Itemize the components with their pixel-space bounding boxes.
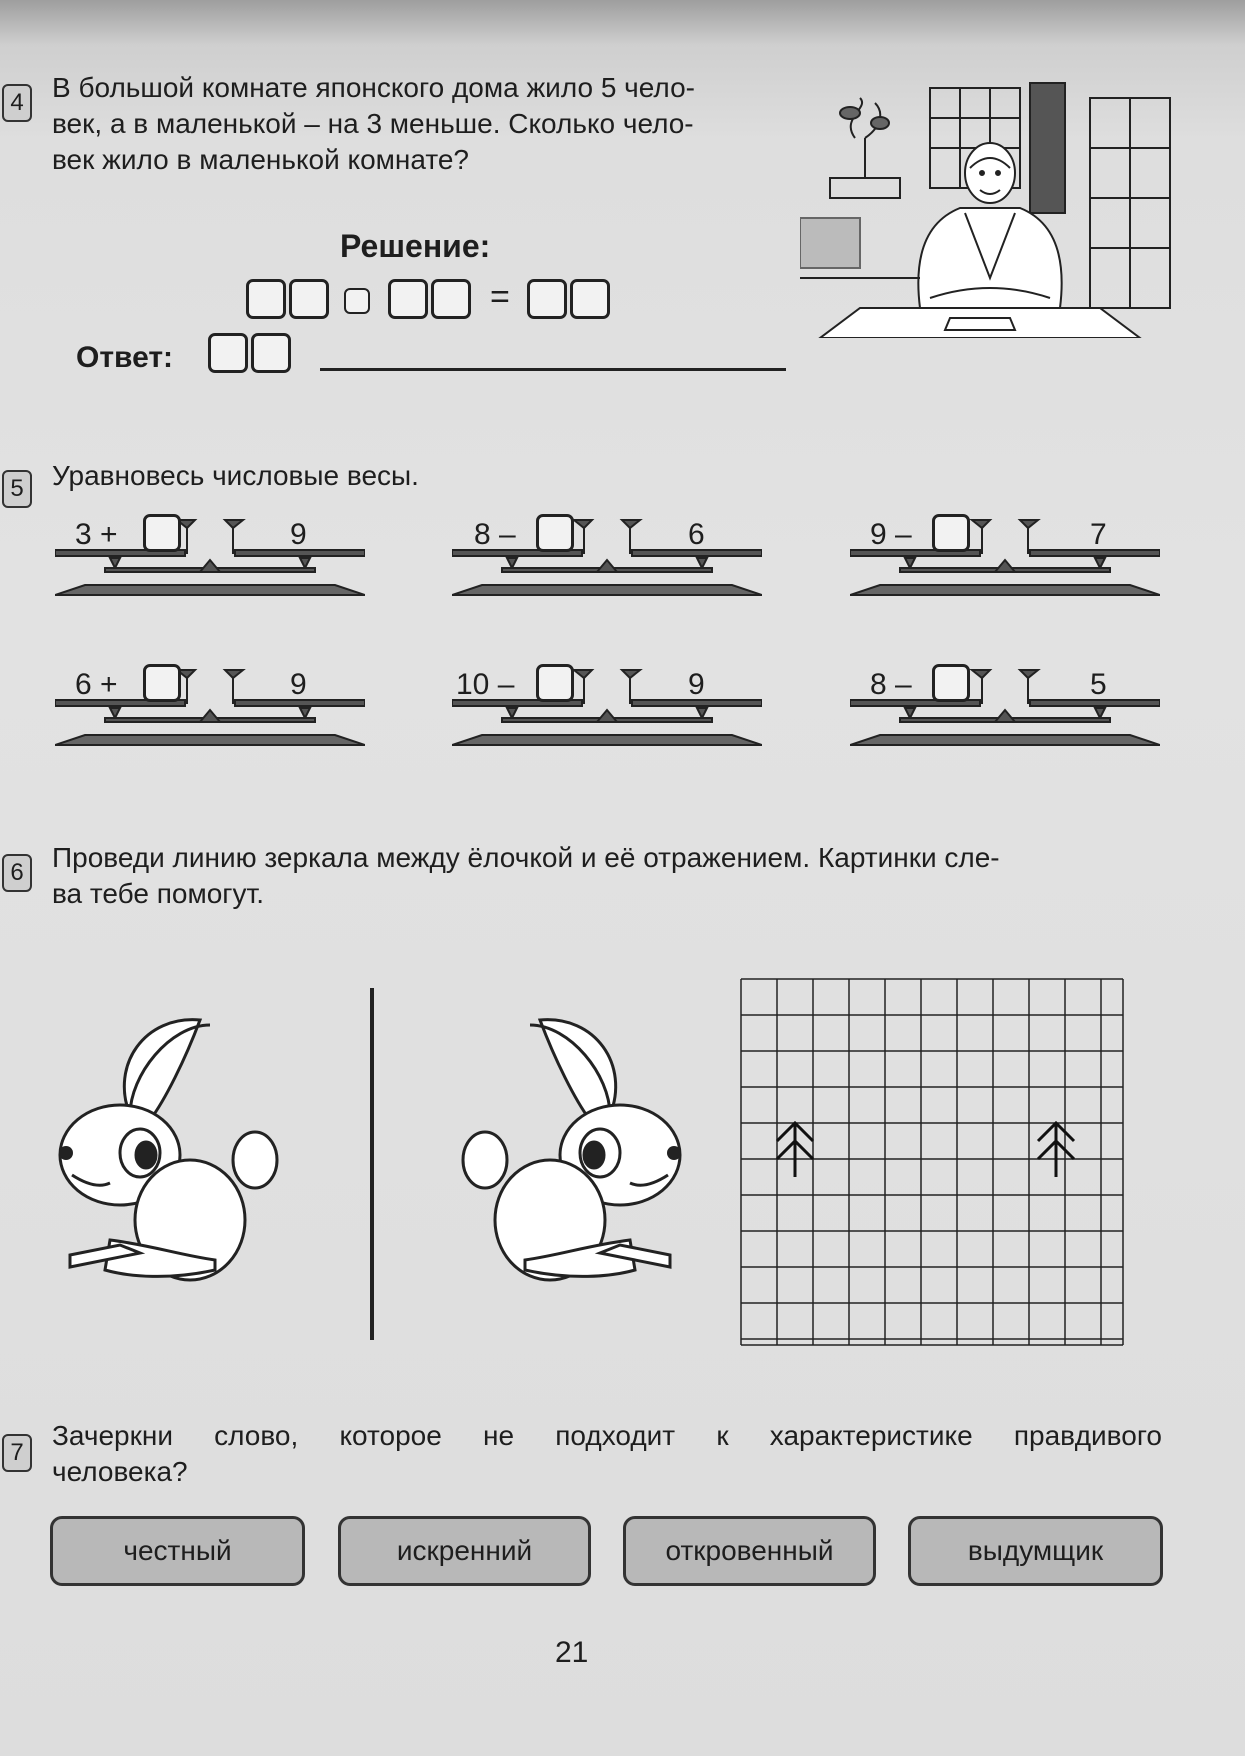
answer-label: Ответ:: [76, 341, 174, 374]
rabbit-left-illustration: [50, 1005, 280, 1305]
scale-1-right-label: 9: [290, 518, 307, 551]
scale-6-left-label: 8 –: [870, 668, 912, 701]
task-4-line-1: В большой комнате японского дома жило 5 чело-: [52, 72, 695, 103]
scale-3-answer-box[interactable]: [932, 514, 970, 552]
task-7-line-1: Зачеркни слово, которое не подходит к характеристике правдивого: [52, 1420, 1162, 1451]
task-4-number: 4: [2, 84, 32, 122]
solution-box-1a[interactable]: [246, 279, 286, 319]
task-4-line-3: век жило в маленькой комнате?: [52, 144, 469, 175]
page-number: 21: [555, 1636, 589, 1669]
scale-1-left-label: 3 +: [75, 518, 118, 551]
rabbit-right-illustration: [460, 1005, 690, 1305]
answer-line[interactable]: [320, 368, 786, 371]
result-box-a[interactable]: [527, 279, 567, 319]
scale-5-right-label: 9: [688, 668, 705, 701]
word-option-honest[interactable]: честный: [50, 1516, 305, 1586]
solution-box-2a[interactable]: [388, 279, 428, 319]
answer-box-a[interactable]: [208, 333, 248, 373]
scale-2-right-label: 6: [688, 518, 705, 551]
solution-box-2b[interactable]: [431, 279, 471, 319]
task-7-text: [52, 1418, 1162, 1490]
scale-6-answer-box[interactable]: [932, 664, 970, 702]
scale-2-left-label: 8 –: [474, 518, 516, 551]
task-4-text: [52, 70, 695, 178]
scale-3-right-label: 7: [1090, 518, 1107, 551]
task-6-line-1: Проведи линию зеркала между ёлочкой и её отражением. Картинки сле-: [52, 842, 1000, 873]
task-7-line-2: человека?: [52, 1456, 188, 1487]
answer-box-b[interactable]: [251, 333, 291, 373]
scale-1-answer-box[interactable]: [143, 514, 181, 552]
scale-6-right-label: 5: [1090, 668, 1107, 701]
scale-2-answer-box[interactable]: [536, 514, 574, 552]
task-7-number: 7: [2, 1434, 32, 1472]
scale-5-answer-box[interactable]: [536, 664, 574, 702]
scale-3-left-label: 9 –: [870, 518, 912, 551]
word-option-sincere[interactable]: искренний: [338, 1516, 591, 1586]
task-6-text: [52, 840, 1000, 912]
operator-box[interactable]: [344, 288, 370, 314]
word-option-fibber[interactable]: выдумщик: [908, 1516, 1163, 1586]
mirror-line: [370, 988, 374, 1340]
scale-5-left-label: 10 –: [456, 668, 515, 701]
solution-box-1b[interactable]: [289, 279, 329, 319]
scale-4-answer-box[interactable]: [143, 664, 181, 702]
equals-sign: =: [490, 278, 510, 316]
word-option-frank[interactable]: откровенный: [623, 1516, 876, 1586]
task-4-line-2: век, а в маленькой – на 3 меньше. Сколько чело-: [52, 108, 694, 139]
task-6-number: 6: [2, 854, 32, 892]
solution-label: Решение:: [340, 228, 491, 264]
scale-4-left-label: 6 +: [75, 668, 118, 701]
balance-scale-2: [452, 510, 762, 630]
balance-scale-3: [850, 510, 1160, 630]
balance-scale-6: [850, 660, 1160, 780]
balance-scale-5: [452, 660, 762, 780]
japanese-room-illustration: [800, 78, 1180, 338]
fir-tree-right: [1038, 1123, 1074, 1177]
drawing-grid[interactable]: [740, 978, 1124, 1346]
task-6-line-2: ва тебе помогут.: [52, 878, 265, 909]
task-5-text: Уравновесь числовые весы.: [52, 460, 419, 491]
balance-scale-1: [55, 510, 365, 630]
balance-scale-4: [55, 660, 365, 780]
result-box-b[interactable]: [570, 279, 610, 319]
scale-4-right-label: 9: [290, 668, 307, 701]
fir-tree-left: [777, 1123, 813, 1177]
task-5-number: 5: [2, 470, 32, 508]
